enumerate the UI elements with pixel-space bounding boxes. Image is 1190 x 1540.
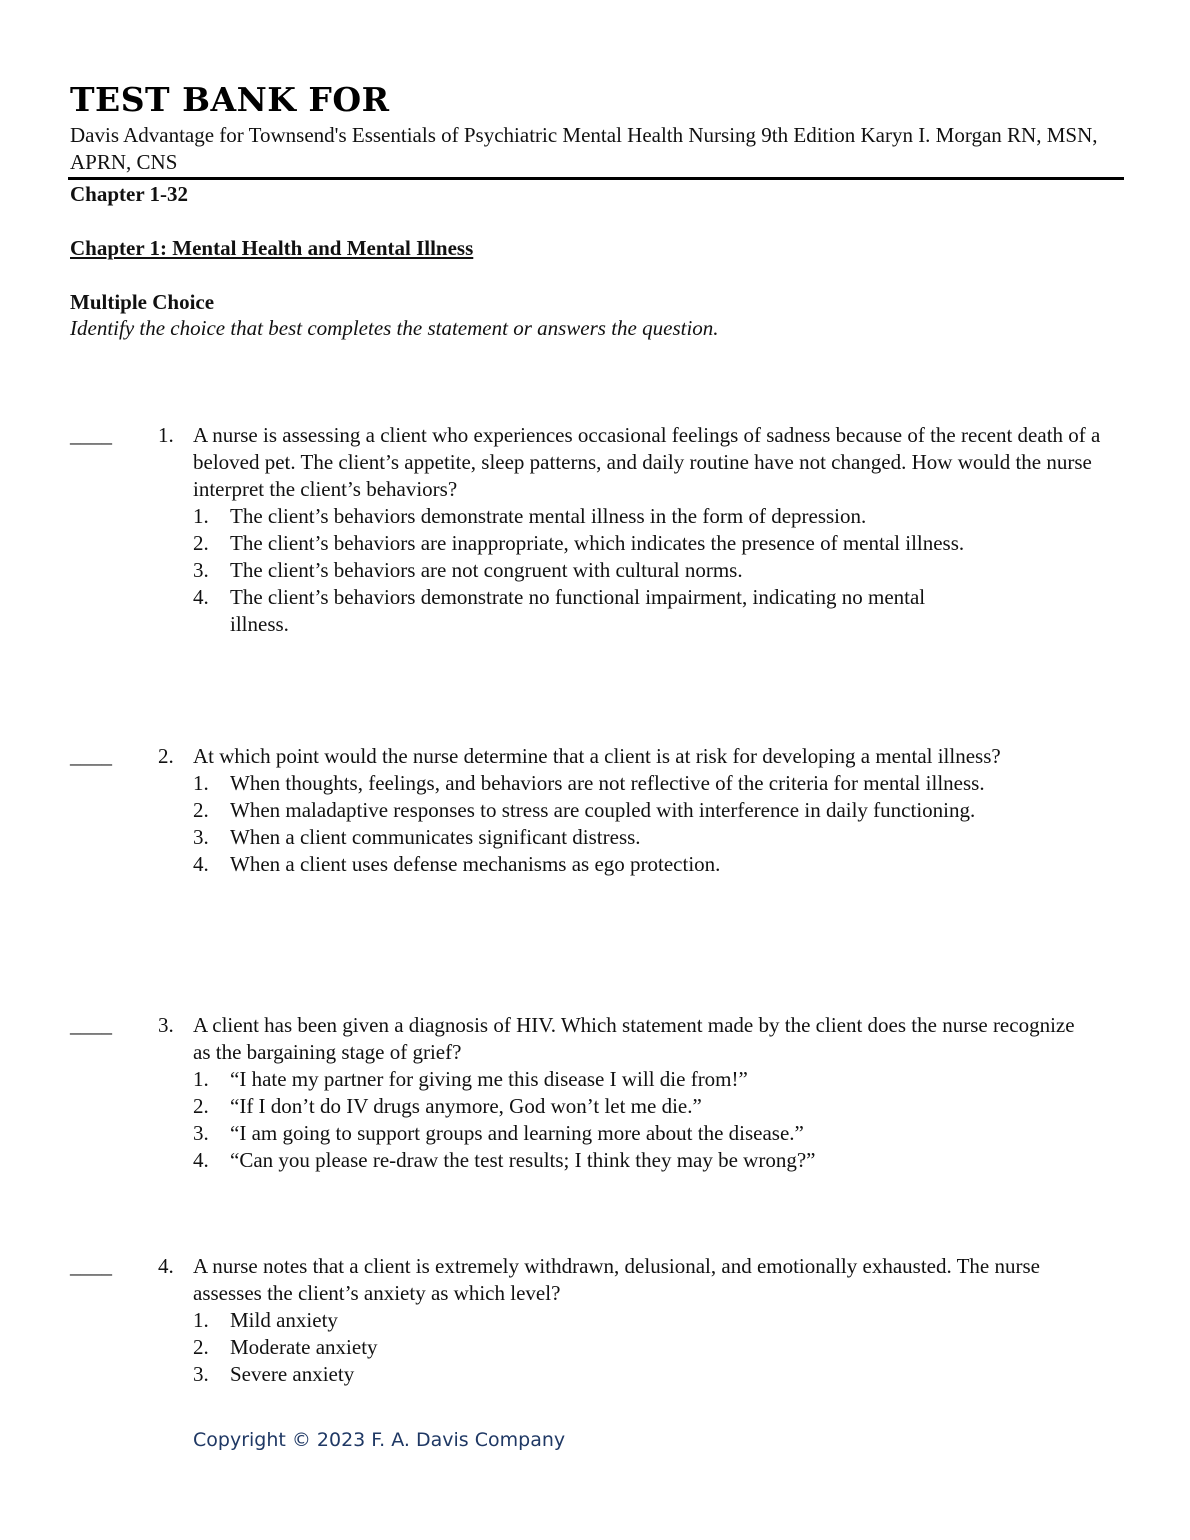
question-number: 3. — [158, 1013, 174, 1037]
option-text: When a client communicates significant distress. — [230, 825, 641, 849]
option-number: 2. — [193, 1094, 209, 1118]
question-number: 4. — [158, 1254, 174, 1278]
option-text: “I am going to support groups and learning more about the disease.” — [230, 1121, 804, 1145]
answer-option — [193, 1147, 1093, 1174]
answer-option — [193, 530, 983, 557]
answer-option — [193, 584, 983, 638]
option-number: 1. — [193, 771, 209, 795]
question-stem: A nurse is assessing a client who experiences occasional feelings of sadness because of the recent death of a beloved pet. The client’s appetite, sleep patterns, and daily routine have not changed. How would the nurse interpret the client’s behaviors? — [193, 423, 1101, 501]
option-number: 2. — [193, 798, 209, 822]
option-number: 2. — [193, 1335, 209, 1359]
answer-option — [193, 1307, 1093, 1334]
answer-blank[interactable]: ____ — [70, 1254, 112, 1278]
question-stem: A nurse notes that a client is extremely withdrawn, delusional, and emotionally exhausted. The nurse assesses the client’s anxiety as which level? — [193, 1254, 1040, 1305]
answer-option — [193, 503, 983, 530]
option-number: 4. — [193, 852, 209, 876]
option-text: Mild anxiety — [230, 1308, 338, 1332]
option-number: 1. — [193, 504, 209, 528]
question-stem: At which point would the nurse determine that a client is at risk for developing a mental illness? — [193, 744, 1001, 768]
answer-blank[interactable]: ____ — [70, 423, 112, 447]
option-text: When thoughts, feelings, and behaviors are not reflective of the criteria for mental illness. — [230, 771, 985, 795]
option-number: 3. — [193, 558, 209, 582]
document-title: TEST BANK FOR — [70, 80, 390, 119]
answer-option — [193, 1066, 1093, 1093]
answer-option — [193, 1120, 1093, 1147]
section-instructions: Identify the choice that best completes the statement or answers the question. — [70, 316, 719, 340]
book-subtitle: Davis Advantage for Townsend's Essentials of Psychiatric Mental Health Nursing 9th Edition Karyn I. Morgan RN, MSN, APRN, CNS — [70, 123, 1098, 174]
answer-option — [193, 1093, 1093, 1120]
section-title: Multiple Choice — [70, 290, 215, 314]
answer-option — [193, 770, 1003, 797]
chapter-heading: Chapter 1: Mental Health and Mental Illness — [70, 236, 474, 260]
answer-option — [193, 824, 1003, 851]
question-number: 2. — [158, 744, 174, 768]
option-text: When a client uses defense mechanisms as ego protection. — [230, 852, 721, 876]
question-number: 1. — [158, 423, 174, 447]
answer-options — [193, 503, 983, 638]
answer-option — [193, 797, 1003, 824]
option-number: 3. — [193, 1362, 209, 1386]
header-divider — [68, 177, 1124, 180]
answer-blank[interactable]: ____ — [70, 744, 112, 768]
answer-option — [193, 851, 1003, 878]
answer-options — [193, 770, 1003, 878]
option-number: 3. — [193, 825, 209, 849]
answer-options — [193, 1307, 1093, 1388]
option-text: “If I don’t do IV drugs anymore, God won’t let me die.” — [230, 1094, 702, 1118]
chapter-range: Chapter 1-32 — [70, 182, 189, 206]
option-text: The client’s behaviors are not congruent with cultural norms. — [230, 558, 743, 582]
answer-option — [193, 557, 983, 584]
question-stem: A client has been given a diagnosis of HIV. Which statement made by the client does the nurse recognize as the bargaining stage of grief? — [193, 1013, 1075, 1064]
option-text: “Can you please re-draw the test results; I think they may be wrong?” — [230, 1148, 816, 1172]
option-text: Moderate anxiety — [230, 1335, 378, 1359]
option-text: “I hate my partner for giving me this disease I will die from!” — [230, 1067, 748, 1091]
option-number: 3. — [193, 1121, 209, 1145]
answer-option — [193, 1334, 1093, 1361]
option-number: 1. — [193, 1308, 209, 1332]
option-text: When maladaptive responses to stress are coupled with interference in daily functioning. — [230, 798, 976, 822]
option-number: 4. — [193, 585, 209, 609]
option-text: The client’s behaviors demonstrate no functional impairment, indicating no mental illness. — [230, 585, 926, 636]
option-text: Severe anxiety — [230, 1362, 355, 1386]
answer-blank[interactable]: ____ — [70, 1013, 112, 1037]
option-text: The client’s behaviors are inappropriate, which indicates the presence of mental illness. — [230, 531, 965, 555]
answer-options — [193, 1066, 1093, 1174]
option-number: 4. — [193, 1148, 209, 1172]
option-number: 2. — [193, 531, 209, 555]
copyright-footer: Copyright © 2023 F. A. Davis Company — [193, 1429, 566, 1451]
answer-option — [193, 1361, 1093, 1388]
option-text: The client’s behaviors demonstrate mental illness in the form of depression. — [230, 504, 867, 528]
option-number: 1. — [193, 1067, 209, 1091]
